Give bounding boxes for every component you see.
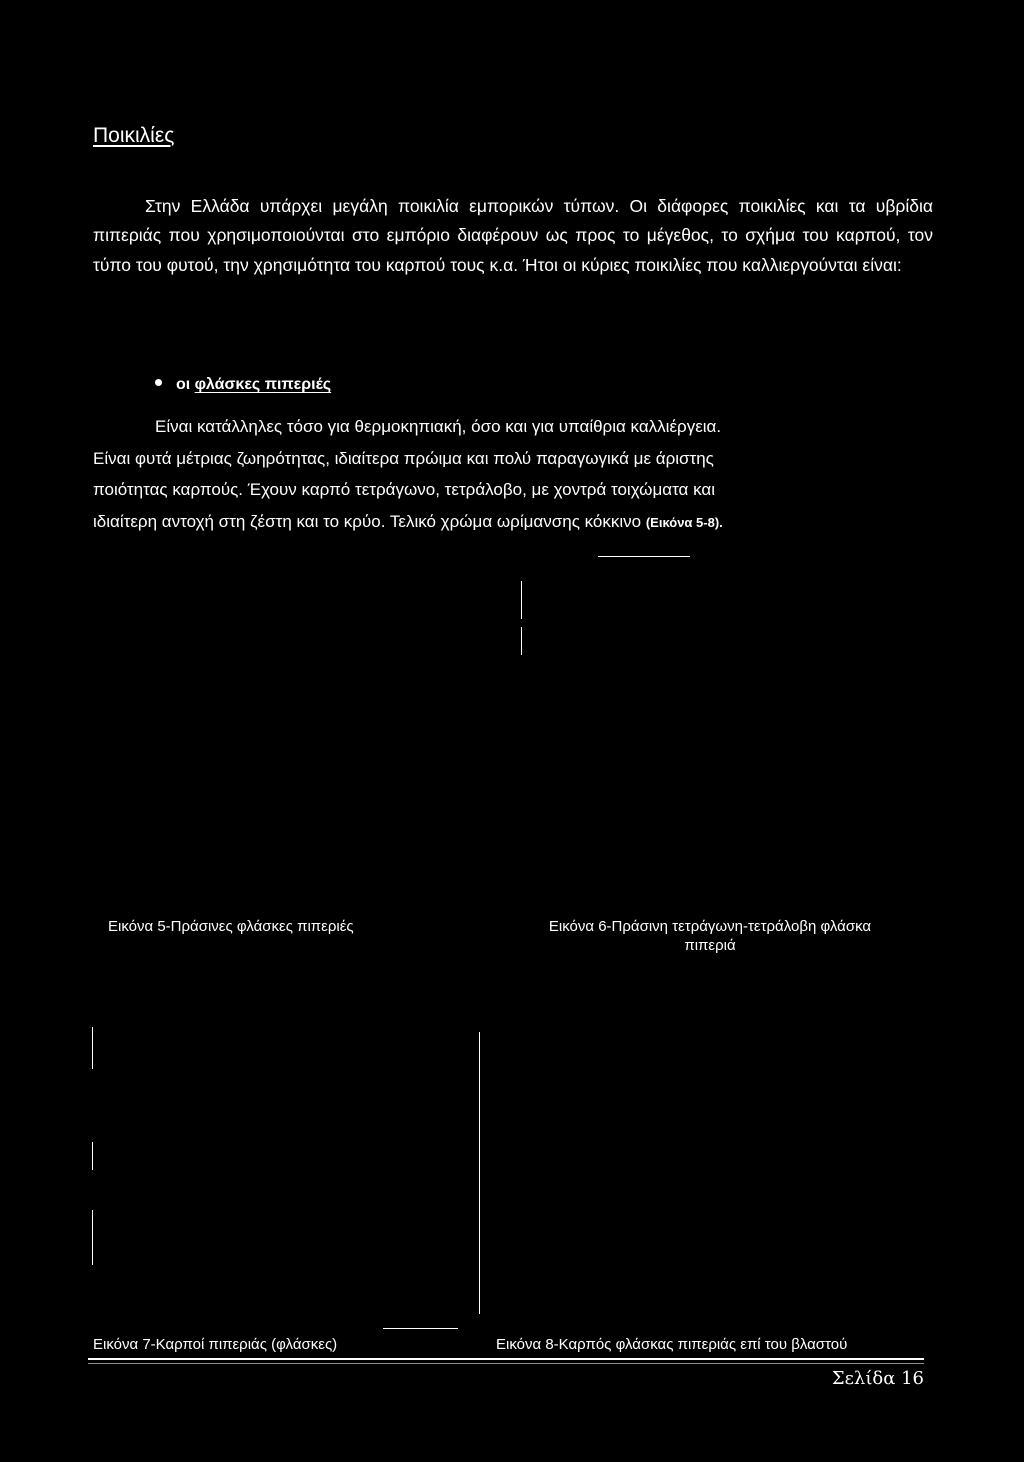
caption-figure-7: Εικόνα 7-Καρποί πιπεριάς (φλάσκες) bbox=[93, 1336, 338, 1353]
bullet-item bbox=[155, 374, 331, 394]
bullet-dot-icon bbox=[155, 379, 162, 386]
bullet-body-line-4-text: ιδιαίτερη αντοχή στη ζέστη και το κρύο. Τελικό χρώμα ωρίμανσης κόκκινο bbox=[93, 511, 642, 531]
section-heading: Ποικιλίες bbox=[93, 124, 175, 147]
caption-figure-6-line-1: Εικόνα 6-Πράσινη τετράγωνη-τετράλοβη φλάσκα bbox=[548, 918, 872, 935]
bullet-body-line-4 bbox=[93, 506, 933, 539]
bullet-body bbox=[93, 411, 933, 538]
bullet-body-line-2: Είναι φυτά μέτριας ζωηρότητας, ιδιαίτερα πρώιμα και πολύ παραγωγικά με άριστης bbox=[93, 448, 714, 468]
figure-frame-edge bbox=[479, 1032, 480, 1314]
caption-figure-5: Εικόνα 5-Πράσινες φλάσκες πιπεριές bbox=[108, 918, 354, 935]
figure-frame-edge bbox=[92, 1027, 93, 1069]
figure-frame-edge bbox=[521, 627, 522, 655]
caption-figure-6 bbox=[512, 917, 908, 955]
figure-frame-edge bbox=[92, 1210, 93, 1265]
figure-frame-bottom-edge bbox=[383, 1328, 458, 1329]
caption-figure-6-line-2: πιπεριά bbox=[684, 937, 736, 954]
bullet-body-line-1: Είναι κατάλληλες τόσο για θερμοκηπιακή, όσο και για υπαίθρια καλλιέργεια. bbox=[155, 417, 722, 436]
caption-figure-8: Εικόνα 8-Καρπός φλάσκας πιπεριάς επί του βλαστού bbox=[496, 1336, 848, 1353]
bullet-body-line-3: ποιότητας καρπούς. Έχουν καρπό τετράγωνο, τετράλοβο, με χοντρά τοιχώματα και bbox=[93, 480, 715, 499]
figure-frame-top-edge bbox=[598, 556, 690, 557]
intro-paragraph: Στην Ελλάδα υπάρχει μεγάλη ποικιλία εμπορικών τύπων. Οι διάφορες ποικιλίες και τα υβρίδια πιπεριάς που χρησιμοποιούνται στο εμπόριο διαφέρουν ως προς το μέγεθος, το σχήμα του καρπού, τον τύπο του φυτού, την χρησιμότητα του καρπού τους κ.α. Ήτοι οι κύριες ποικιλίες που καλλιεργούνται είναι: bbox=[93, 196, 933, 275]
bullet-title bbox=[176, 376, 331, 393]
figure-reference: (Εικόνα 5-8). bbox=[645, 514, 723, 530]
footer-rule bbox=[88, 1358, 924, 1360]
footer-rule-secondary bbox=[88, 1363, 924, 1364]
bullet-title-prefix: οι bbox=[176, 376, 195, 393]
bullet-title-underlined: φλάσκες πιπεριές bbox=[194, 376, 332, 393]
figure-frame-edge bbox=[92, 1142, 93, 1170]
page-number: Σελίδα 16 bbox=[831, 1368, 924, 1389]
figure-frame-edge bbox=[521, 581, 522, 619]
